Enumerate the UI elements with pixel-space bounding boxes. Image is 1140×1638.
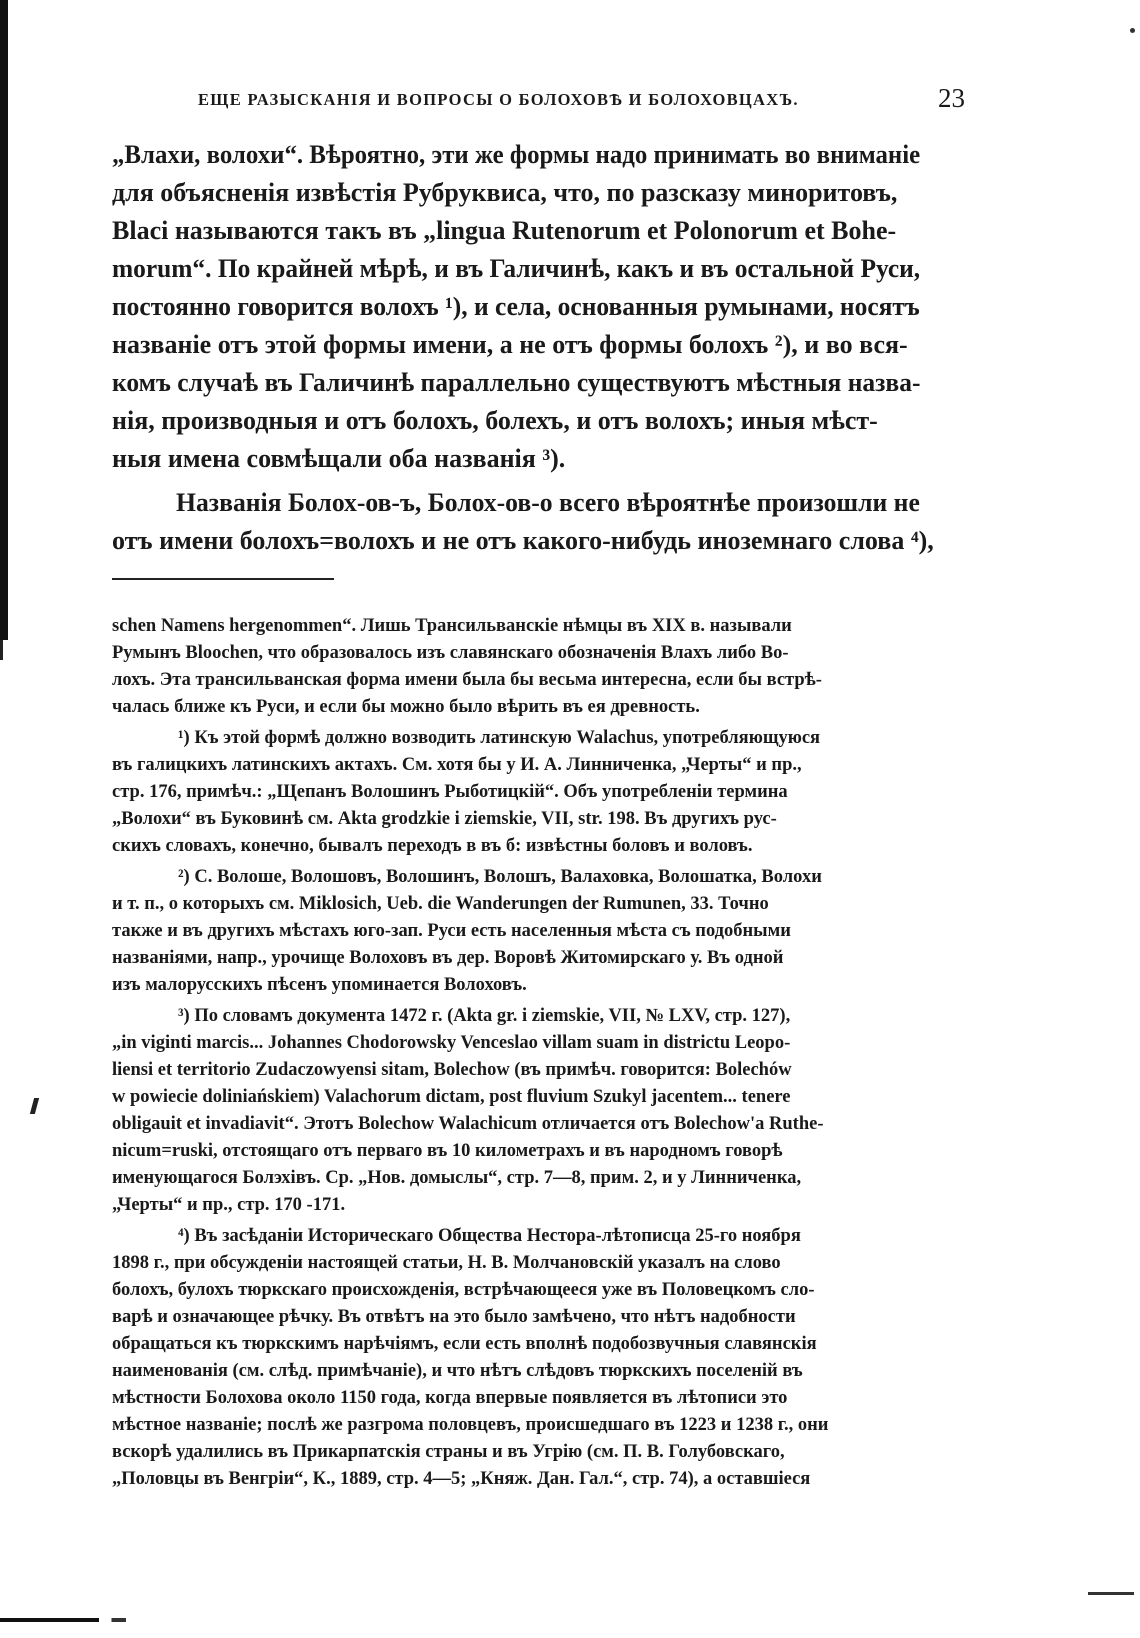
footnote-line: лохъ. Эта трансильванская форма имени была бы весьма интересна, если бы встрѣ- bbox=[112, 670, 822, 690]
footnote-line: „Половцы въ Венгріи“, К., 1889, стр. 4—5; „Княж. Дан. Гал.“, стр. 74), а оставшіеся bbox=[112, 1469, 811, 1489]
footnote-line: ³) По словамъ документа 1472 г. (Akta gr. i ziemskie, VII, № LXV, стр. 127), bbox=[178, 1006, 791, 1026]
footnote-line: стр. 176, примѣч.: „Щепанъ Волошинъ Рыботицкій“. Объ употребленіи термина bbox=[112, 782, 788, 802]
body-line: названіе отъ этой формы имени, а не отъ формы болохъ ²), и во вся- bbox=[112, 330, 908, 359]
binding-edge-tail bbox=[0, 640, 3, 660]
footnote-line: варѣ и означающее рѣчку. Въ отвѣтъ на это было замѣчено, что нѣтъ надобности bbox=[112, 1307, 796, 1327]
footnote-line: „Черты“ и пр., стр. 170 -171. bbox=[112, 1195, 346, 1215]
footnote-line: obligauit et invadiavit“. Этотъ Bolechow Walachicum отличается отъ Bolechow'a Ruthe- bbox=[112, 1114, 824, 1134]
footnote-line: обращаться къ тюркскимъ нарѣчіямъ, если есть вполнѣ подобозвучныя славянскія bbox=[112, 1334, 817, 1354]
body-line: ныя имена совмѣщали оба названія ³). bbox=[112, 444, 566, 473]
footnote-line: мѣстное названіе; послѣ же разгрома половцевъ, происшедшаго въ 1223 и 1238 г., они bbox=[112, 1415, 829, 1435]
footnote-line: „Волохи“ въ Буковинѣ см. Akta grodzkie i ziemskie, VII, str. 198. Въ другихъ рус- bbox=[112, 809, 777, 829]
footnote-line: именующагося Болэхівъ. Ср. „Нов. домыслы“, стр. 7—8, прим. 2, и у Линниченка, bbox=[112, 1168, 802, 1188]
footnote-line: nicum=ruski, отстоящаго отъ перваго въ 10 километрахъ и въ народномъ говорѣ bbox=[112, 1141, 783, 1161]
margin-ink-mark bbox=[30, 1098, 39, 1114]
footnote-line: чалась ближе къ Руси, и если бы можно было вѣрить въ ея древность. bbox=[112, 697, 700, 717]
footnote-line: наименованія (см. слѣд. примѣчаніе), и что нѣтъ слѣдовъ тюркскихъ поселеній въ bbox=[112, 1361, 803, 1381]
footnote-line: вскорѣ удалились въ Прикарпатскія страны и въ Угрію (см. П. В. Голубовскаго, bbox=[112, 1442, 785, 1462]
body-line: для объясненія извѣстія Рубруквиса, что, по разсказу миноритовъ, bbox=[112, 178, 898, 207]
page-number: 23 bbox=[938, 83, 965, 113]
footnote-line: въ галицкихъ латинскихъ актахъ. См. хотя бы у И. А. Линниченка, „Черты“ и пр., bbox=[112, 755, 802, 775]
binding-edge-shadow bbox=[0, 0, 8, 640]
footnote-line: ⁴) Въ засѣданіи Историческаго Общества Нестора-лѣтописца 25-го ноября bbox=[178, 1226, 801, 1246]
footnote-line: 1898 г., при обсужденіи настоящей статьи, Н. В. Молчановскій указалъ на слово bbox=[112, 1253, 781, 1273]
body-line: нія, производныя и отъ болохъ, болехъ, и отъ волохъ; иныя мѣст- bbox=[112, 406, 878, 435]
body-line: отъ имени болохъ=волохъ и не отъ какого-нибудь иноземнаго слова ⁴), bbox=[112, 526, 934, 555]
footnote-line: изъ малорусскихъ пѣсенъ упоминается Волоховъ. bbox=[112, 975, 527, 995]
footnote-line: Румынъ Bloochen, что образовалось изъ славянскаго обозначенія Влахъ либо Во- bbox=[112, 643, 789, 663]
body-line: „Влахи, волохи“. Вѣроятно, эти же формы надо принимать во вниманіе bbox=[112, 140, 921, 169]
footnote-line: ²) С. Волоше, Волошовъ, Волошинъ, Волошъ, Валаховка, Волошатка, Волохи bbox=[178, 867, 822, 887]
body-line: постоянно говорится волохъ ¹), и села, основанныя румынами, носятъ bbox=[112, 292, 920, 321]
footnote-line: w powiecie doliniańskiem) Valachorum dictam, post fluvium Szukyl jacentem... tenere bbox=[112, 1087, 791, 1107]
footnote-line: „in viginti marcis... Johannes Chodorowsky Venceslao villam suam in districtu Leopo- bbox=[112, 1033, 791, 1053]
scan-dash bbox=[1088, 1592, 1134, 1595]
body-line: Blaci называются такъ въ „lingua Rutenorum et Polonorum et Bohe- bbox=[112, 216, 897, 245]
scan-dot bbox=[1130, 28, 1135, 33]
footnote-line: названіями, напр., урочище Волоховъ въ дер. Воровѣ Житомирскаго у. Въ одной bbox=[112, 948, 784, 968]
footnote-line: болохъ, булохъ тюркскаго происхожденія, встрѣчающееся уже въ Половецкомъ сло- bbox=[112, 1280, 815, 1300]
body-line: комъ случаѣ въ Галичинѣ параллельно существуютъ мѣстныя назва- bbox=[112, 368, 921, 397]
body-line: morum“. По крайней мѣрѣ, и въ Галичинѣ, какъ и въ остальной Руси, bbox=[112, 254, 921, 283]
footnote-line: также и въ другихъ мѣстахъ юго-зап. Руси есть населенныя мѣста съ подобными bbox=[112, 921, 791, 941]
body-line: Названія Болох-ов-ъ, Болох-ов-о всего вѣроятнѣе произошли не bbox=[176, 488, 920, 517]
footnote-line: ¹) Къ этой формѣ должно возводить латинскую Walachus, употребляющуюся bbox=[178, 728, 821, 748]
scan-smudge bbox=[0, 1618, 180, 1622]
footnote-line: liensi et territorio Zudaczowyensi sitam, Bolechow (въ примѣч. говорится: Bolechów bbox=[112, 1060, 792, 1080]
footnote-line: schen Namens hergenommen“. Лишь Трансильванскіе нѣмцы въ XIX в. называли bbox=[112, 616, 792, 636]
footnote-line: и т. п., о которыхъ см. Miklosich, Ueb. die Wanderungen der Rumunen, 33. Точно bbox=[112, 894, 769, 914]
footnote-line: мѣстности Болохова около 1150 года, когда впервые появляется въ лѣтописи это bbox=[112, 1388, 788, 1408]
footnote-line: скихъ словахъ, конечно, бывалъ переходъ в въ б: извѣстны боловъ и воловъ. bbox=[112, 836, 753, 856]
footnote-separator bbox=[112, 578, 334, 580]
running-title: ЕЩЕ РАЗЫСКАНІЯ И ВОПРОСЫ О БОЛОХОВѢ И БОЛОХОВЦАХЪ. bbox=[198, 90, 799, 109]
